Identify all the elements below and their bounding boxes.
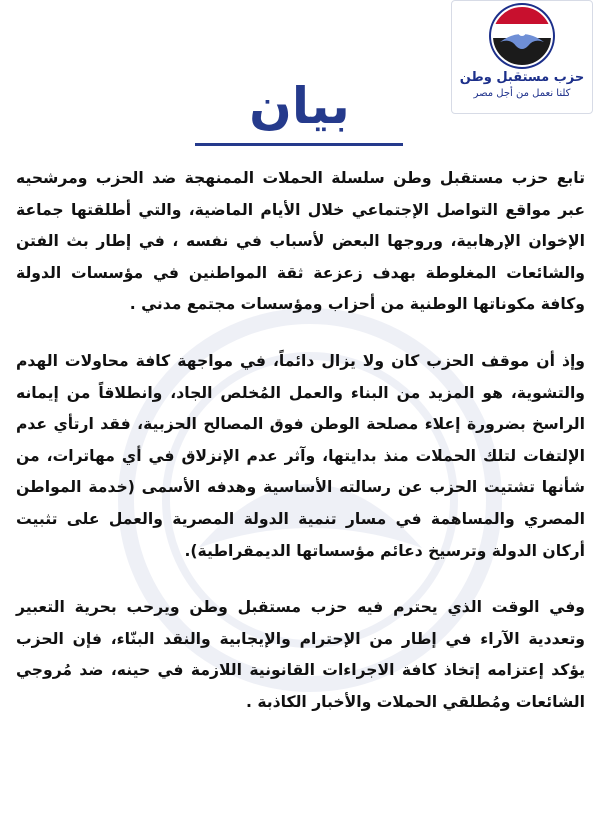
statement-title: بيان: [249, 77, 350, 135]
paragraph-1: تابع حزب مستقبل وطن سلسلة الحملات الممنهجة ضد الحزب ومرشحيه عبر مواقع التواصل الإجتماعي خلال الأيام الماضية، والتي أطلقتها جماعة الإخوان الإرهابية، وروجها البعض لأسباب في نفسه ، في إطار بث الفتن والشائعات المغلوطة بهدف زعزعة ثقة المواطنين في مؤسسات الدولة وكافة مكوناتها الوطنية من أحزاب ومؤسسات مجتمع مدني .: [16, 169, 585, 314]
paragraph-3: وفي الوقت الذي يحترم فيه حزب مستقبل وطن ويرحب بحرية التعبير وتعددية الآراء في إطار من الإحترام والإيجابية والنقد البنّاء، فإن الحزب يؤكد إعتزامه إتخاذ كافة الاجراءات القانونية اللازمة في حينه، ضد مُروجي الشائعات ومُطلقي الحملات والأخبار الكاذبة .: [16, 598, 585, 711]
party-slogan: كلنا نعمل من أجل مصر: [473, 88, 571, 99]
title-underline: [195, 143, 403, 146]
paragraph-2: وإذ أن موقف الحزب كان ولا يزال دائماً، في مواجهة كافة محاولات الهدم والتشوية، هو المزيد من البناء والعمل المُخلص الجاد، وانطلاقاً من إيمانه الراسخ بضرورة إعلاء مصلحة الوطن فوق المصالح الحزبية، فقد ارتأي عدم الإلتفات لتلك الحملات منذ بدايتها، وآثر عدم الإنزلاق في أي مهاترات، من شأنها تشتيت الحزب عن رسالته الأساسية وهدفه الأسمى (خدمة المواطن المصري والمساهمة في مسار تنمية الدولة المصرية والعمل على تثبيت أركان الدولة وترسيخ دعائم مؤسساتها الديمقراطية).: [16, 351, 585, 560]
party-emblem-icon: [488, 2, 556, 70]
party-name: حزب مستقبل وطن: [459, 70, 585, 85]
statement-body: [16, 163, 585, 719]
